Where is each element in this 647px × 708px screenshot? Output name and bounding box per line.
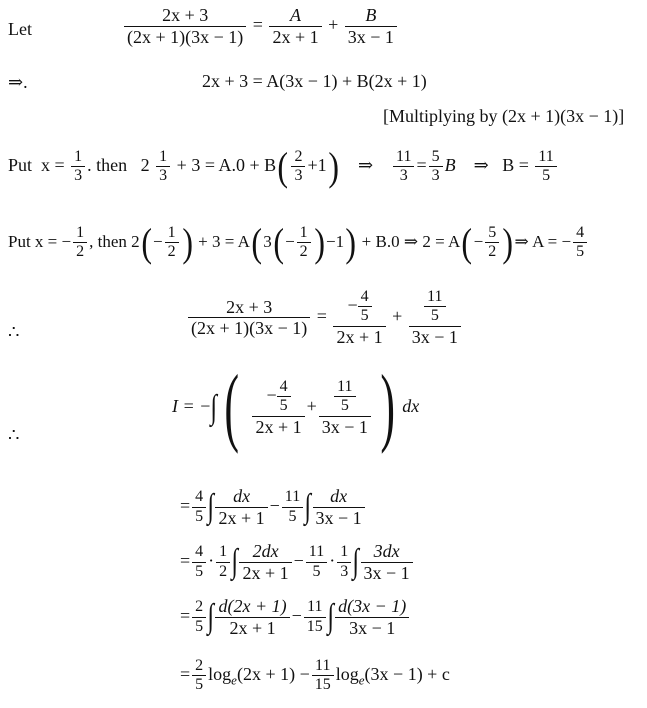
- integral-sign: ∫: [210, 388, 218, 426]
- denominator: (2x + 1)(3x − 1): [124, 26, 246, 48]
- integral-sign: ∫: [207, 488, 215, 526]
- line-9-step: = $\frac{4}{5}$ · $\frac{1}{2}$ ∫ $\frac{2dx}{2x + 1}$ − $\frac{11}{5}$ · $\frac{1}{3}$ ∫ $\frac{3dx}{3x - 1}$: [180, 541, 415, 583]
- line-7-integral: I = −∫( − $\frac{4}{5}$ 2x + 1 + $\frac{\frac{11}{5}}{3x - 1}$ ) dx: [172, 358, 420, 456]
- denominator: 3x − 1: [345, 26, 397, 48]
- line-5-put-x-neg-half: Put x = − $\frac{1}{2}$ , then 2(− $\frac{1}{2}$ ) + 3 = A(3(− $\frac{1}{2}$ )−1) + B.0 ⇒ 2 = A(− $\frac{5}{2}$ )⇒ A = − $\frac{4}{5}$: [8, 224, 589, 262]
- then-label: . then: [87, 155, 128, 176]
- x-equals: x =: [41, 155, 65, 176]
- integral-sign: ∫: [304, 488, 312, 526]
- equals: =: [252, 14, 263, 35]
- put-label: Put: [8, 155, 33, 176]
- integral-sign: ∫: [327, 598, 334, 636]
- numerator: A: [290, 5, 302, 25]
- therefore-symbol-1: ∴: [8, 322, 20, 342]
- fraction-a: [269, 5, 321, 47]
- fraction-lhs: [124, 5, 246, 47]
- integral-sign: ∫: [352, 543, 360, 581]
- let-label: Let: [8, 19, 32, 39]
- multiplying-note: [Multiplying by (2x + 1)(3x − 1)]: [383, 106, 625, 126]
- line-6-decomposition: $\frac{2x + 3}{(2x + 1)(3x - 1)}$ = − $\frac{4}{5}$ 2x + 1 + $\frac{\frac{11}{5}}{3x - 1}$: [186, 288, 463, 347]
- integral-sign: ∫: [231, 543, 239, 581]
- line-10-step: = $\frac{2}{5}$ ∫ $\frac{d(2x + 1)}{2x + 1}$ − $\frac{11}{15}$ ∫ $\frac{d(3x - 1)}{3x - 1}$: [180, 596, 411, 638]
- therefore-symbol-2: ∴: [8, 425, 20, 445]
- denominator: 2x + 1: [269, 26, 321, 48]
- numerator: B: [365, 5, 377, 25]
- line-11-result: = $\frac{2}{5}$ $\log_e(2x + 1)$ − $\frac{11}{15}$ $\log_e(3x - 1) + c$: [180, 657, 450, 694]
- integral-sign: ∫: [207, 598, 215, 636]
- line-1-equation: [122, 5, 399, 47]
- plus: +: [328, 14, 339, 35]
- fraction-b: [345, 5, 397, 47]
- line-8-step: = $\frac{4}{5}$ ∫ $\frac{dx}{2x + 1}$ − $\frac{11}{5}$ ∫ $\frac{dx}{3x - 1}$: [180, 486, 367, 528]
- fraction: $\frac{1}{3}$: [71, 148, 85, 186]
- line-2-equation: 2x + 3 = A(3x − 1) + B(2x + 1): [202, 71, 427, 91]
- line-4-put-x-third: Put x = $\frac{1}{3}$ . then 2 $\frac{1}{3}$ + 3 = A.0 + B( $\frac{2}{3}$ +1) ⇒ $\frac{11}{3}$ = $\frac{5}{3}$ B ⇒ B = $\frac{11}{5}$: [8, 148, 559, 186]
- implies-label: ⇒.: [8, 72, 28, 92]
- numerator: 2x + 3: [162, 5, 209, 25]
